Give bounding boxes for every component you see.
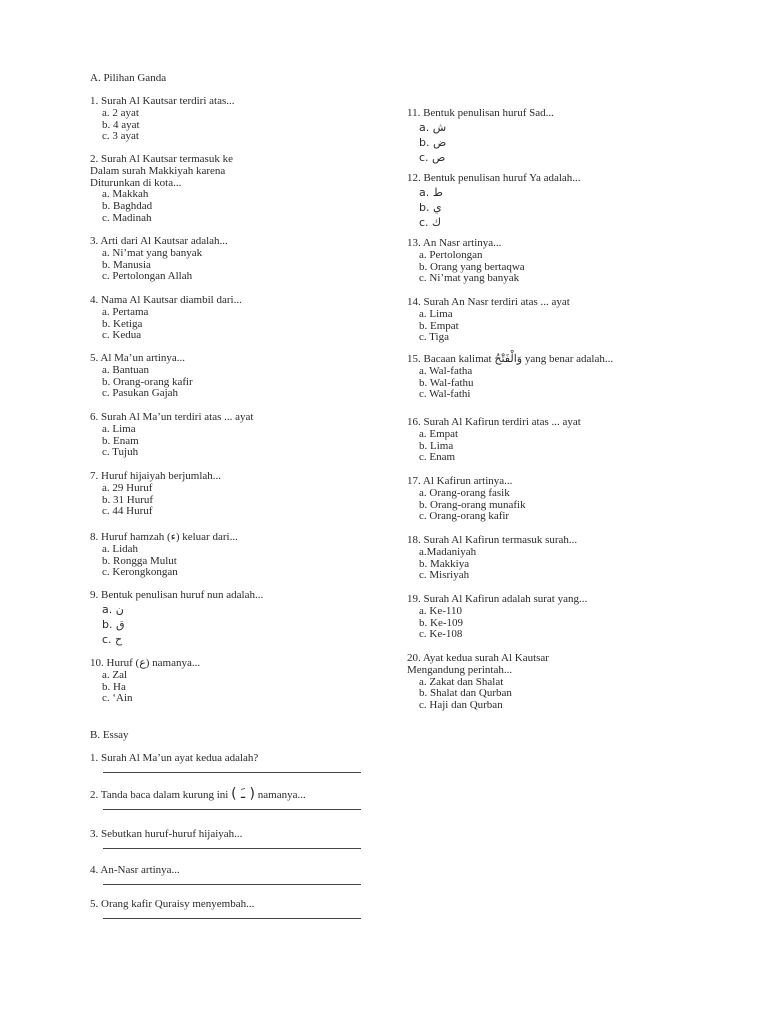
answer-option: c. Ke-108 [419,628,463,641]
question-stem: 5. Al Ma’un artinya... [90,352,186,364]
answer-option: c. Pertolongan Allah [102,270,193,283]
question-item [407,354,707,401]
answer-option: b. Makkiya [419,557,470,570]
answer-option: a. Wal-fatha [419,364,473,377]
answer-option: c. ح [102,632,123,646]
question-stem: 3. Arti dari Al Kautsar adalah... [90,235,228,247]
question-stem: 12. Bentuk penulisan huruf Ya adalah... [407,172,581,184]
question-stem: Dalam surah Makkiyah karena [90,164,226,177]
question-item [407,594,707,641]
question-item [90,532,390,579]
answer-option: a. ن [102,602,124,616]
answer-option: b. Lima [419,439,454,452]
answer-option: b. Orang yang bertaqwa [419,260,525,273]
answer-option: a. Ni’mat yang banyak [102,246,203,259]
answer-option: b. Shalat dan Qurban [419,687,512,700]
section-b-title: B. Essay [90,729,129,741]
answer-option: a. Bantuan [102,363,150,376]
question-stem: 10. Huruf (ع) namanya... [90,657,201,669]
harakat-bracket: ( ـَ ) [231,786,256,802]
question-stem: Mengandung perintah... [407,663,513,676]
section-a-title: A. Pilihan Ganda [90,72,167,84]
question-stem: 1. Surah Al Kautsar terdiri atas... [90,95,235,107]
answer-option: b. 4 ayat [102,118,140,131]
answer-option: b. 31 Huruf [102,493,154,506]
answer-option: b. Enam [102,434,139,447]
answer-option: c. Enam [419,451,456,464]
question-item [407,108,707,165]
question-item [407,173,707,230]
answer-blank-line[interactable] [103,884,361,885]
question-stem: 18. Surah Al Kafirun termasuk surah... [407,534,578,546]
question-stem: 14. Surah An Nasr terdiri atas ... ayat [407,296,570,308]
answer-option: c. ‘Ain [102,692,133,705]
answer-option: a. Pertama [102,305,149,318]
answer-option: b. Wal-fathu [419,376,474,389]
answer-option: a. Pertolongan [419,248,483,261]
answer-option: a. 29 Huruf [102,481,153,494]
answer-option: c. Madinah [102,211,152,224]
question-stem: 7. Huruf hijaiyah berjumlah... [90,470,222,482]
essay-question-text: 4. An-Nasr artinya... [90,864,180,876]
answer-option: a. ط [419,185,443,199]
question-item [90,295,390,342]
answer-option: b. Ha [102,680,126,693]
essay-question-text: 1. Surah Al Ma’un ayat kedua adalah? [90,752,259,764]
answer-option: a. ش [419,120,447,134]
question-item [407,238,707,285]
answer-option: a. Zal [102,668,128,681]
question-item [90,353,390,400]
answer-option: a. Ke-110 [419,604,462,617]
question-item [90,590,390,647]
question-item [90,154,390,225]
answer-option: c. Orang-orang kafir [419,510,510,523]
question-stem: 15. Bacaan kalimat وَالْفَتْحُ yang benar adalah... [407,353,614,365]
answer-option: c. ص [419,150,446,164]
answer-option: c. Ni’mat yang banyak [419,272,520,285]
question-stem: 11. Bentuk penulisan huruf Sad... [407,107,554,119]
answer-option: b. ي [419,200,442,214]
answer-option: b. Rongga Mulut [102,554,177,567]
answer-option: c. 44 Huruf [102,505,153,518]
answer-blank-line[interactable] [103,772,361,773]
answer-option: c. Kerongkongan [102,566,178,579]
answer-option: c. Wal-fathi [419,388,471,401]
question-stem: 4. Nama Al Kautsar diambil dari... [90,294,242,306]
answer-option: b. Manusia [102,258,151,271]
answer-option: a. Makkah [102,188,149,201]
essay-question [90,898,370,911]
question-item [90,471,390,518]
question-stem: 17. Al Kafirun artinya... [407,475,513,487]
answer-option: c. Pasukan Gajah [102,387,179,400]
answer-option: a. Empat [419,427,459,440]
answer-blank-line[interactable] [103,848,361,849]
answer-option: a. 2 ayat [102,106,139,119]
answer-option: a. Zakat dan Shalat [419,675,504,688]
question-item [407,535,707,582]
question-item [90,96,390,143]
essay-question [90,828,370,841]
question-stem: 13. An Nasr artinya... [407,237,502,249]
answer-option: c. Kedua [102,329,142,342]
question-item [90,236,390,283]
answer-option: c. Tujuh [102,446,139,459]
essay-question-text: 2. Tanda baca dalam kurung ini [90,789,229,801]
question-stem: 8. Huruf hamzah (ء) keluar dari... [90,531,238,543]
answer-option: a. Lidah [102,542,139,555]
answer-option: c. Misriyah [419,569,470,582]
answer-option: c. Tiga [419,331,449,344]
essay-item [90,864,370,885]
essay-question [90,752,370,765]
essay-item [90,788,370,810]
answer-option: b. Ke-109 [419,616,463,629]
answer-option: c. 3 ayat [102,130,139,143]
essay-question-text: 3. Sebutkan huruf-huruf hijaiyah... [90,828,243,840]
answer-option: b. Empat [419,319,459,332]
answer-option: a. Lima [419,307,453,320]
essay-question [90,788,370,802]
answer-blank-line[interactable] [103,809,361,810]
essay-item [90,828,370,849]
answer-option: b. Baghdad [102,200,153,213]
answer-option: c. Haji dan Qurban [419,699,503,712]
question-item [407,653,707,712]
question-stem: 2. Surah Al Kautsar termasuk ke [90,153,233,165]
essay-question [90,864,370,877]
answer-option: a. Lima [102,422,136,435]
answer-option: b. Ketiga [102,317,143,330]
essay-item [90,898,370,919]
question-stem: 19. Surah Al Kafirun adalah surat yang... [407,593,588,605]
question-stem: 6. Surah Al Ma’un terdiri atas ... ayat [90,411,254,423]
answer-option: b. ض [419,135,447,149]
question-stem: Diturunkan di kota... [90,176,182,189]
answer-blank-line[interactable] [103,918,361,919]
answer-option: b. Orang-orang munafik [419,498,526,511]
essay-item [90,752,370,773]
question-stem: 9. Bentuk penulisan huruf nun adalah... [90,589,264,601]
question-stem: 16. Surah Al Kafirun terdiri atas ... ayat [407,416,581,428]
answer-option: c. ك [419,215,442,229]
answer-option: a.Madaniyah [419,545,477,558]
answer-option: b. Orang-orang kafir [102,375,193,388]
essay-question-text: 5. Orang kafir Quraisy menyembah... [90,898,255,910]
question-item [407,417,707,464]
question-item [407,476,707,523]
question-stem: 20. Ayat kedua surah Al Kautsar [407,652,549,664]
question-item [90,658,390,705]
essay-question-text: namanya... [257,789,306,801]
question-item [407,297,707,344]
question-item [90,412,390,459]
answer-option: b. ق [102,617,125,631]
answer-option: a. Orang-orang fasik [419,486,510,499]
